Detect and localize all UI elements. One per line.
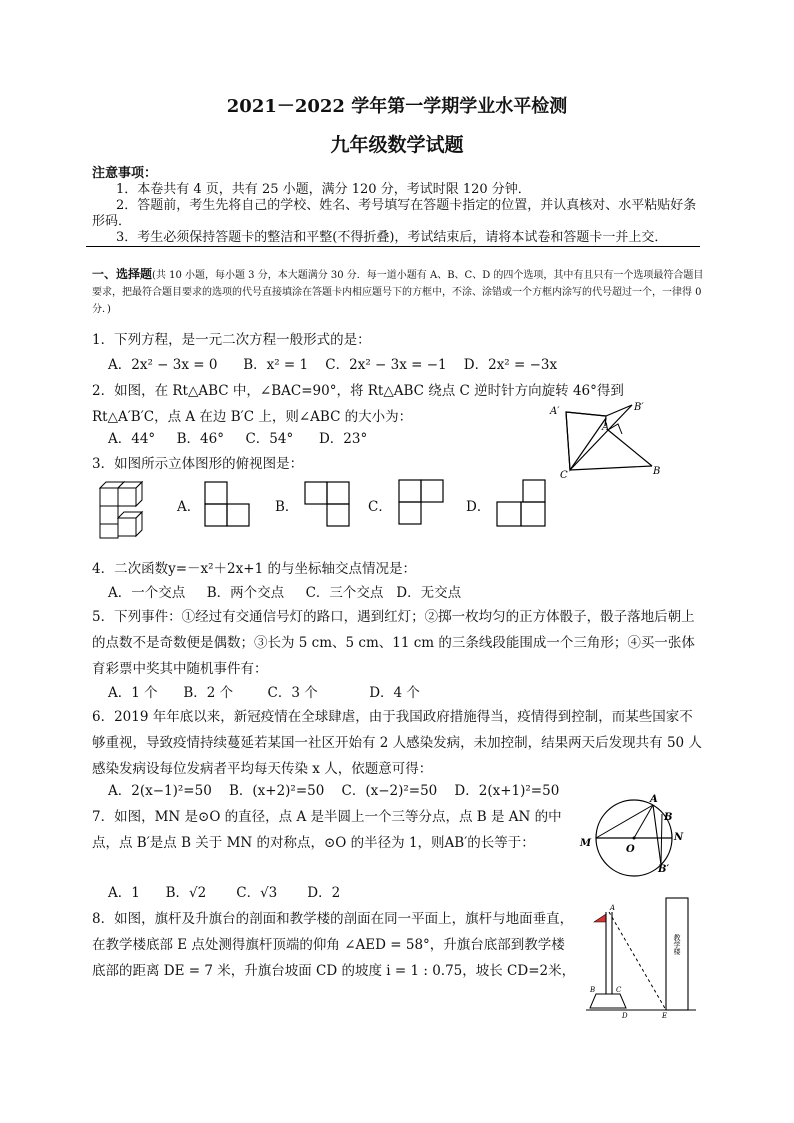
figure-label: B′ xyxy=(634,402,644,413)
question-4-options: A．一个交点 B．两个交点 C．三个交点 D．无交点 xyxy=(108,585,462,601)
figure-label: B xyxy=(653,466,661,477)
page-subtitle: 九年级数学试题 xyxy=(330,134,464,156)
question-1-options: A．2x² − 3x = 0 B．x² = 1 C．2x² − 3x = −1 D．2x² = −3x xyxy=(108,357,558,373)
note-item: 1．本卷共有 4 页，共有 25 小题，满分 120 分，考试时限 120 分钟． xyxy=(116,182,531,197)
figure-label: A xyxy=(610,904,616,912)
figure-label: A xyxy=(650,794,658,805)
question-8-stem: 8．如图，旗杆及升旗台的剖面和教学楼的剖面在同一平面上，旗杆与地面垂直，在教学楼底部 E 点处测得旗杆顶端的仰角 ∠AED = 58°，升旗台底部到教学楼底部的距离 DE = 7 米，升旗台坡面 CD 的坡度 i = 1 : 0.75，坡长 CD=2米， xyxy=(92,911,576,979)
figure-label: B xyxy=(664,812,673,823)
figure-label: C xyxy=(560,470,568,480)
page-title: 2021－2022 学年第一学期学业水平检测 xyxy=(226,96,568,117)
figure-label: M xyxy=(580,838,592,849)
note-item: 3．考生必须保持答题卡的整洁和平整(不得折叠)，考试结束后，请将本试卷和答题卡一并上交． xyxy=(116,230,668,245)
question-4-stem: 4．二次函数y=－x²＋2x+1 的与坐标轴交点情况是： xyxy=(92,561,416,577)
building-label: 教学楼 xyxy=(673,934,681,955)
question-3-option-a: A． xyxy=(177,499,201,515)
section-desc: (共 10 小题，每小题 3 分，本大题满分 30 分．每一道小题有 A、B、C、D 的四个选项，其中有且只有一个选项最符合题目要求，把最符合题目要求的选项的代号直接填涂在答题卡内相应题号下的方框中，不涂、涂错或一个方框内涂写的代号超过一个，一律得 0 分．) xyxy=(92,270,704,315)
question-6-options: A．2(x−1)²=50 B．(x+2)²=50 C．(x−2)²=50 D．2(x+1)²=50 xyxy=(108,783,560,799)
figure-label: O xyxy=(626,844,635,855)
figure-q3-option-b xyxy=(303,480,355,530)
figure-q7-circle xyxy=(576,792,686,880)
notes-heading: 注意事项： xyxy=(92,166,158,181)
figure-label: B xyxy=(590,986,596,994)
question-2-options: A．44° B．46° C．54° D．23° xyxy=(108,431,368,447)
figure-label: N xyxy=(674,832,684,843)
notes-block xyxy=(92,166,704,246)
figure-label: A xyxy=(602,422,610,433)
section-header xyxy=(92,266,704,318)
section-head: 一、选择题 xyxy=(92,267,153,281)
question-5-stem: 5．下列事件：①经过有交通信号灯的路口，遇到红灯；②掷一枚均匀的正方体骰子，骰子落地后朝上的点数不是奇数便是偶数；③长为 5 cm、5 cm、11 cm 的三条线段能围成一个三角形；④买一张体育彩票中奖其中随机事件有： xyxy=(92,609,695,677)
note-item: 2．答题前，考生先将自己的学校、姓名、考号填写在答题卡指定的位置，并认真核对、水平粘贴好条形码． xyxy=(92,198,697,229)
figure-label: D xyxy=(622,1012,628,1020)
question-3-stem: 3．如图所示立体图形的俯视图是： xyxy=(92,456,304,472)
figure-q3-cubes xyxy=(94,478,156,540)
figure-label: A′ xyxy=(550,406,560,417)
question-7-stem: 7．如图，MN 是⊙O 的直径，点 A 是半圆上一个三等分点，点 B 是 AN 的中点，点 B′是点 B 关于 MN 的对称点，⊙O 的半径为 1，则AB′的长等于： xyxy=(92,809,562,851)
question-3-option-c: C． xyxy=(368,499,392,515)
question-6-stem: 6．2019 年年底以来，新冠疫情在全球肆虐，由于我国政府措施得当，疫情得到控制，而某些国家不够重视，导致疫情持续蔓延若某国一社区开始有 2 人感染发病，未加控制，结果两天后发现共有 50 人感染发病设每位发病者平均每天传染 x 人，依题意可得： xyxy=(92,709,702,777)
question-5-options: A．1 个 B．2 个 C．3 个 D．4 个 xyxy=(108,685,420,701)
divider xyxy=(86,246,700,247)
figure-q8-flagpole xyxy=(586,890,696,1022)
question-3-option-d: D． xyxy=(466,499,491,515)
question-1-stem: 1．下列方程，是一元二次方程一般形式的是： xyxy=(92,332,371,348)
question-2-stem: 2．如图，在 Rt△ABC 中，∠BAC=90°，将 Rt△ABC 绕点 C 逆时针方向旋转 46°得到 Rt△A′B′C，点 A 在边 B′C 上，则∠ABC 的大小为： xyxy=(92,383,624,425)
figure-q3-option-a xyxy=(203,480,255,530)
figure-label: C xyxy=(616,986,622,994)
figure-label: B′ xyxy=(658,864,670,875)
figure-label: E xyxy=(662,1012,668,1020)
figure-q3-option-c xyxy=(397,478,449,528)
question-7-options: A．1 B．√2 C．√3 D．2 xyxy=(108,885,341,901)
question-3-option-b: B． xyxy=(275,499,299,515)
figure-q3-option-d xyxy=(495,478,549,530)
